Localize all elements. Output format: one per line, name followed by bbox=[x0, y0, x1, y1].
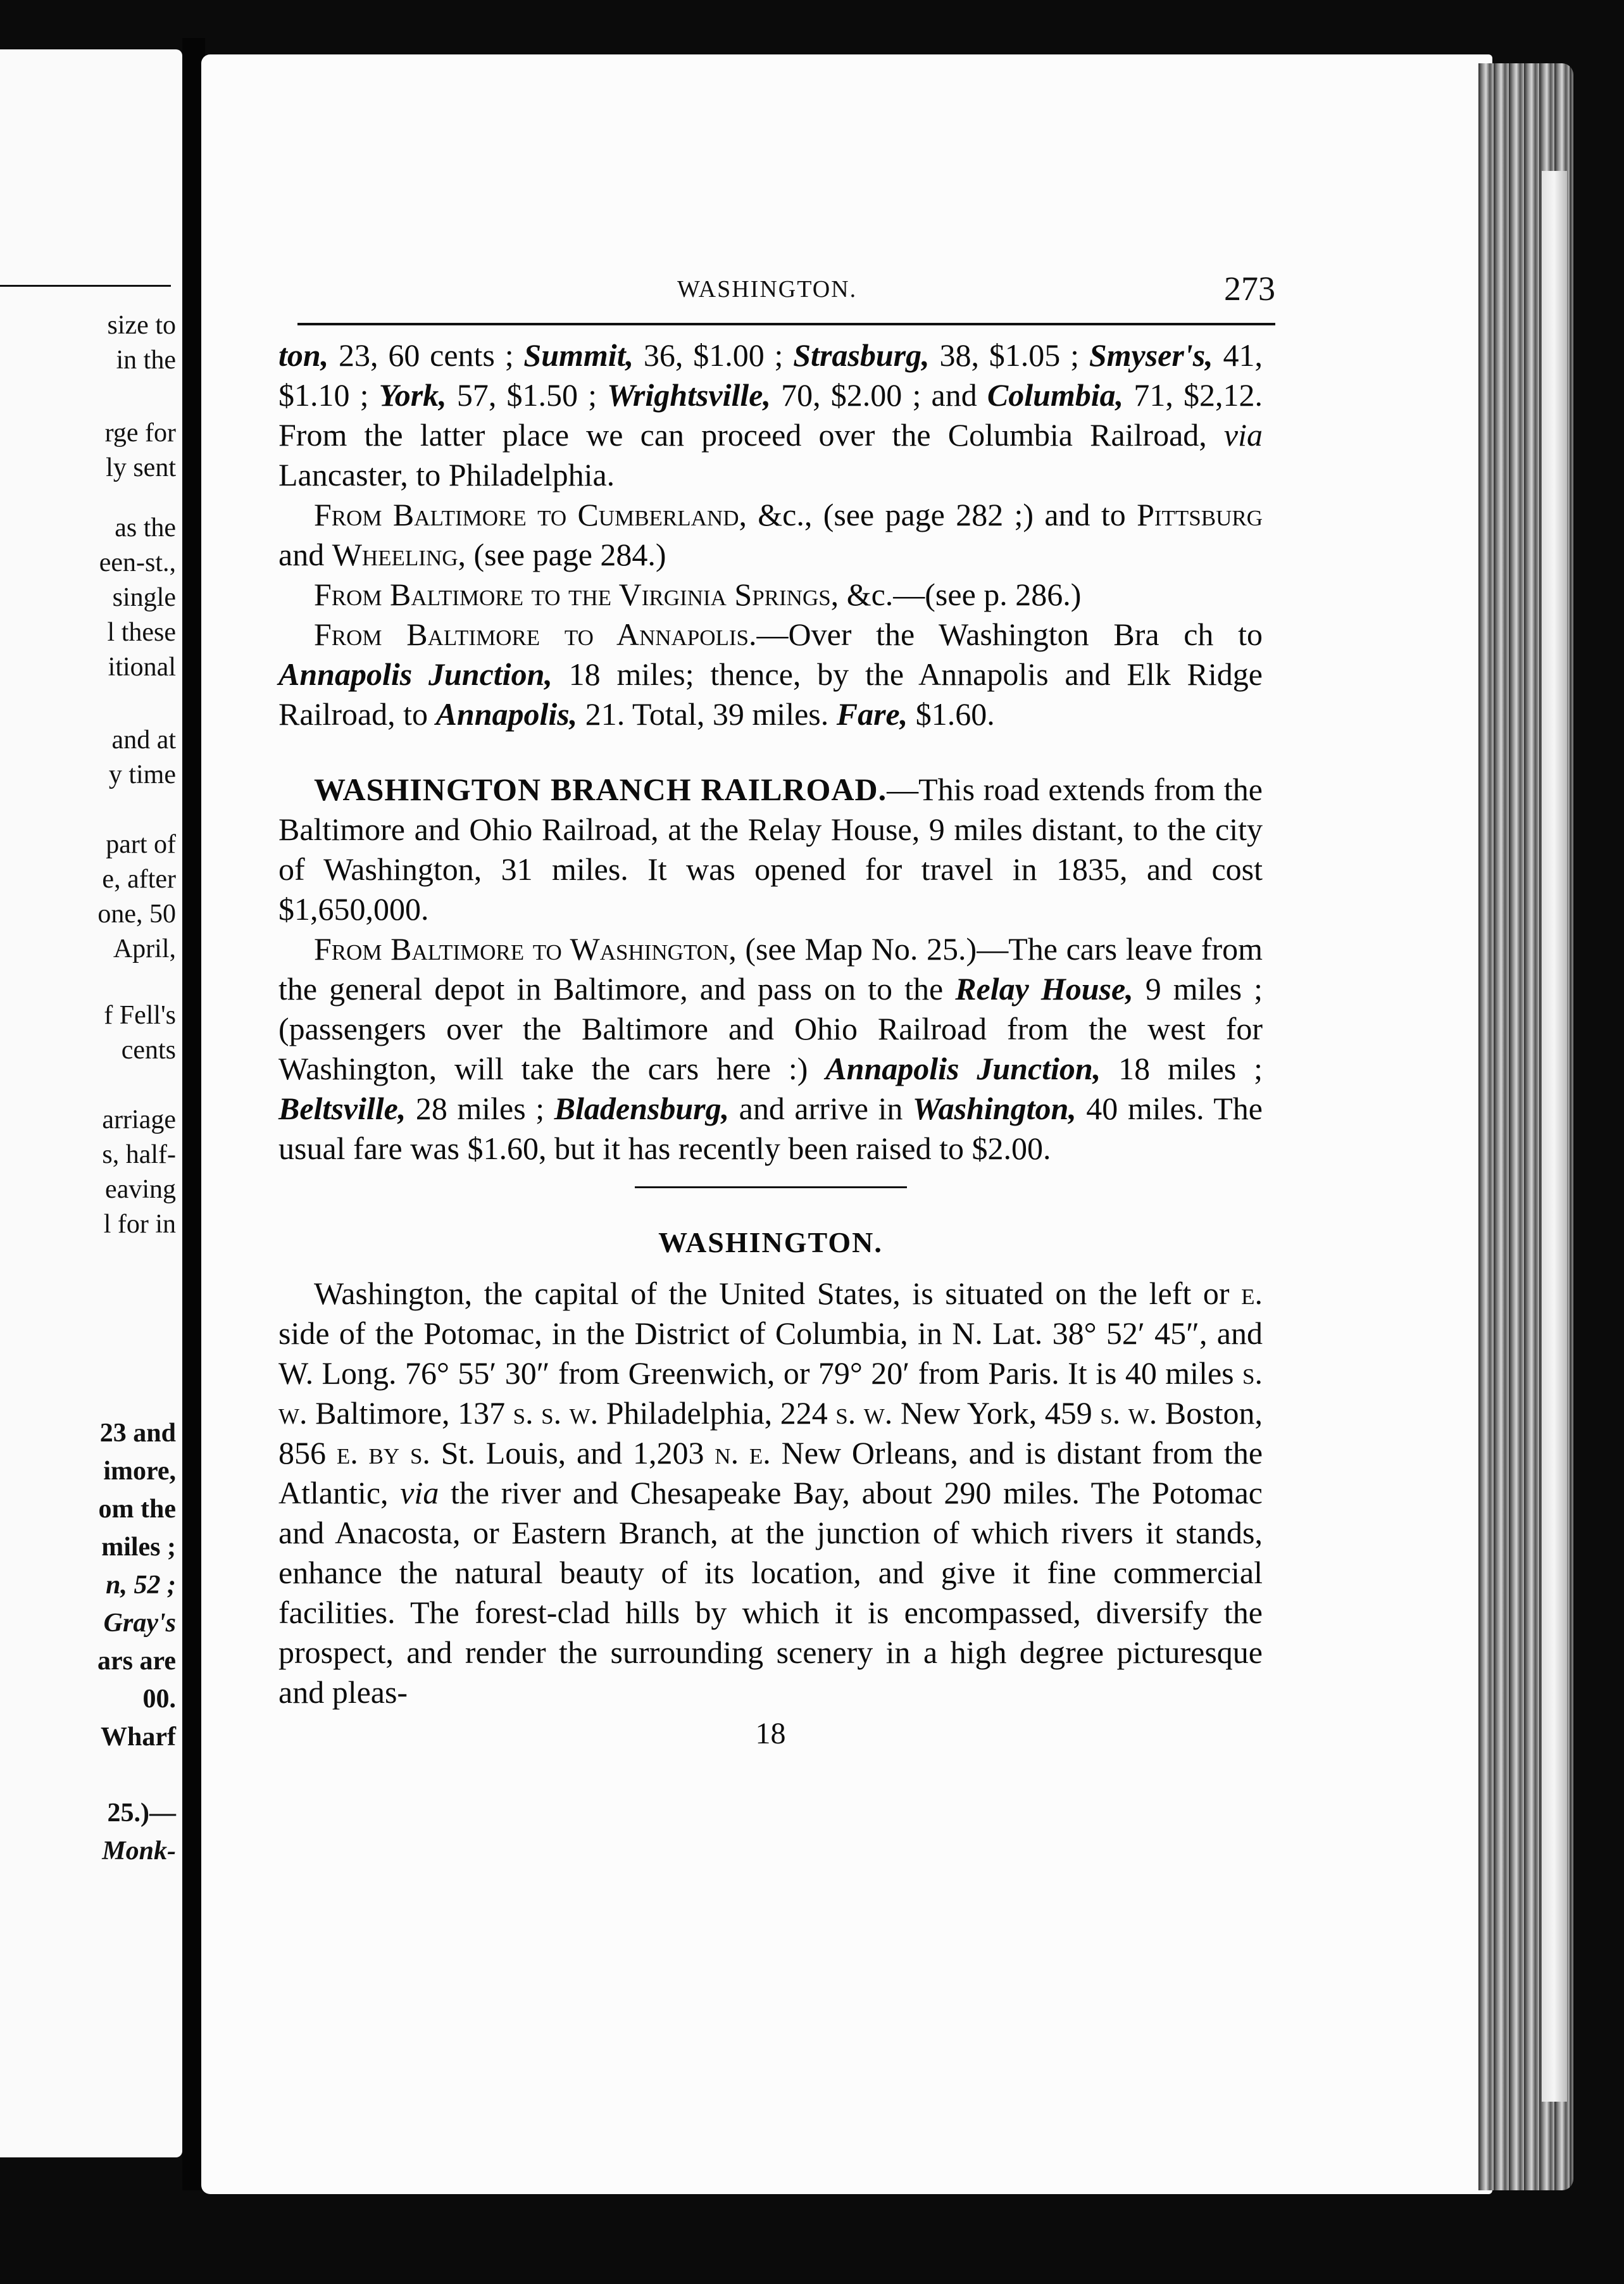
left-page-fragment: size to bbox=[107, 311, 176, 340]
cumberland-paragraph: From Baltimore to Cumberland, &c., (see page 282 ;) and to Pittsburg and Wheeling, (see page 284.) bbox=[278, 497, 1263, 572]
continued-paragraph: ton, 23, 60 cents ; Summit, 36, $1.00 ; Strasburg, 38, $1.05 ; Smyser's, 41, $1.10 ; York, 57, $1.50 ; Wrightsville, 70, $2.00 ; and Columbia, 71, $2,12. From the latter place we can proceed over the Columbia Railroad, via Lancaster, to Philadelphia. bbox=[278, 337, 1263, 493]
left-page-fragment: ars are bbox=[97, 1647, 176, 1676]
left-page-fragment: imore, bbox=[103, 1457, 176, 1486]
left-page-fragment: ly sent bbox=[106, 453, 176, 482]
annapolis-paragraph: From Baltimore to Annapolis.—Over the Washington Bra ch to Annapolis Junction, 18 miles; thence, by the Annapolis and Elk Ridge Railroad, to Annapolis, 21. Total, 39 miles. Fare, $1.60. bbox=[278, 617, 1263, 732]
left-page-fragment: itional bbox=[108, 653, 176, 682]
washington-paragraph: Washington, the capital of the United States, is situated on the left or e. side of the Potomac, in the District of Columbia, in N. Lat. 38° 52′ 45″, and W. Long. 76° 55′ 30″ from Greenwich, or 79° 20′ from Paris. It is 40 miles s. w. Baltimore, 137 s. s. w. Philadelphia, 224 s. w. New York, 459 s. w. Boston, 856 e. by s. St. Louis, and 1,203 n. e. New Orleans, and is distant from the Atlantic, via the river and Chesapeake Bay, about 290 miles. The Potomac and Anacosta, or Eastern Branch, at the junction of which rivers it stands, enhance the natural beauty of its location, and give it fine commercial facilities. The forest-clad hills by which it is encompassed, diversify the prospect, and render the surrounding scenery in a high degree picturesque and pleas- bbox=[278, 1276, 1263, 1710]
left-page-fragment: 23 and bbox=[99, 1419, 176, 1448]
left-page-fragment: Gray's bbox=[103, 1609, 176, 1638]
running-title: WASHINGTON. bbox=[677, 276, 858, 303]
left-page-rule bbox=[0, 285, 171, 287]
left-page-fragment: 25.)— bbox=[107, 1798, 176, 1828]
left-page-fragment: n, 52 ; bbox=[106, 1571, 176, 1600]
left-page-fragment: single bbox=[112, 583, 176, 612]
header-rule bbox=[297, 323, 1275, 325]
left-page-fragment: Wharf bbox=[101, 1722, 176, 1752]
left-page-fragment: 00. bbox=[142, 1685, 176, 1714]
page-edges bbox=[1478, 63, 1573, 2190]
left-page-fragment: y time bbox=[108, 760, 176, 789]
left-page-fragment: and at bbox=[111, 725, 176, 755]
left-page-fragment: om the bbox=[98, 1495, 176, 1524]
branch-paragraph: WASHINGTON BRANCH RAILROAD.—This road extends from the Baltimore and Ohio Railroad, at the Relay House, 9 miles distant, to the city of Washington, 31 miles. It was opened for travel in 1835, and cost $1,650,000. bbox=[278, 772, 1263, 927]
section-separator bbox=[635, 1186, 907, 1188]
page-header bbox=[297, 263, 1275, 339]
left-page-fragment: cents bbox=[121, 1036, 176, 1065]
signature-mark: 18 bbox=[755, 1717, 786, 1750]
left-page-fragment: een-st., bbox=[99, 548, 176, 577]
left-page-fragment: April, bbox=[113, 934, 176, 963]
branch-heading: WASHINGTON BRANCH RAILROAD. bbox=[314, 772, 887, 807]
left-page-fragment: one, 50 bbox=[97, 900, 176, 929]
left-page-fragment: arriage bbox=[102, 1105, 176, 1134]
left-page-fragment: eaving bbox=[105, 1175, 176, 1204]
left-page bbox=[0, 49, 182, 2157]
left-page-fragment: as the bbox=[115, 513, 176, 543]
left-page-fragment: e, after bbox=[102, 865, 176, 894]
left-page-fragment: l for in bbox=[103, 1210, 176, 1239]
left-page-fragment: l these bbox=[107, 618, 176, 647]
page-number: 273 bbox=[1224, 270, 1275, 308]
left-page-fragment: miles ; bbox=[101, 1533, 176, 1562]
to-washington-paragraph: From Baltimore to Washington, (see Map No. 25.)—The cars leave from the general depot in Baltimore, and pass on to the Relay House, 9 miles ; (passengers over the Baltimore and Ohio Railroad from the west for Washington, will take the cars here :) Annapolis Junction, 18 miles ; Beltsville, 28 miles ; Bladensburg, and arrive in Washington, 40 miles. The usual fare was $1.60, but it has recently been raised to $2.00. bbox=[278, 931, 1263, 1166]
left-page-fragment: rge for bbox=[104, 418, 176, 448]
virginia-paragraph: From Baltimore to the Virginia Springs, &c.—(see p. 286.) bbox=[314, 577, 1082, 612]
page-content bbox=[278, 336, 1263, 1754]
left-page-fragment: part of bbox=[106, 830, 176, 859]
left-page-fragment: s, half- bbox=[102, 1140, 176, 1169]
left-page-fragment: f Fell's bbox=[104, 1001, 176, 1030]
section-heading: WASHINGTON. bbox=[658, 1226, 883, 1258]
left-page-fragment: Monk- bbox=[102, 1836, 176, 1866]
left-page-fragment: in the bbox=[116, 346, 176, 375]
